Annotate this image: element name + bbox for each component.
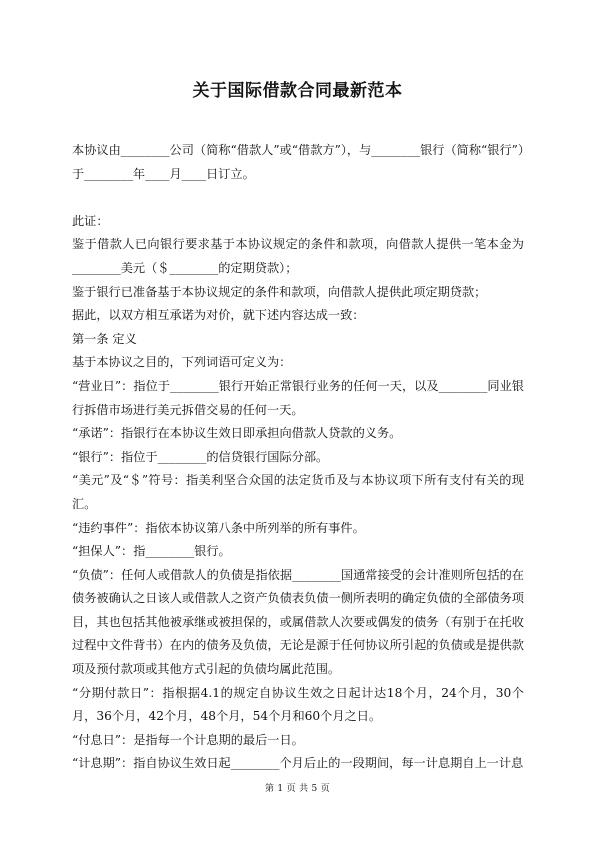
paragraph-witness: 此证： xyxy=(72,213,109,228)
definition-guarantor: “担保人”：指________银行。 xyxy=(72,544,231,559)
definition-installment-date: “分期付款日”：指根据4.1的规定自协议生效之日起计达18个月，24个月，30个月，36个月，42个月，48个月，54个月和60个月之日。 xyxy=(72,685,524,724)
definition-interest-period: “计息期”：指自协议生效日起________个月后止的一段期间，每一计息期自上一计息 xyxy=(72,756,524,771)
paragraph-definitions-intro: 基于本协议之目的，下列词语可定义为： xyxy=(72,355,292,370)
document-title: 关于国际借款合同最新范本 xyxy=(192,81,403,101)
paragraph-whereas-borrower: 鉴于借款人已向银行要求基于本协议规定的条件和款项，向借款人提供一笔本金为________美元（＄________的定期贷款）； xyxy=(72,237,524,275)
definition-event-of-default: “违约事件”：指依本协议第八条中所列举的所有事件。 xyxy=(72,520,365,535)
paragraph-spacer xyxy=(72,186,524,210)
definition-dollars: “美元”及“＄”符号：指美利坚合众国的法定货币及与本协议项下所有支付有关的现汇。 xyxy=(72,473,524,511)
paragraph-parties: 本协议由________公司（简称“借款人”或“借款方”），与________银行（简称“银行”）于________年____月____日订立。 xyxy=(72,143,524,181)
paragraph-whereas-bank: 鉴于银行已准备基于本协议规定的条件和款项，向借款人提供此项定期贷款； xyxy=(72,284,487,299)
page-number-footer: 第 1 页 共 5 页 xyxy=(264,784,331,794)
definition-indebtedness: “负债”：任何人或借款人的负债是指依据________国通常接受的会计准则所包括的在债务被确认之日该人或借款人之资产负债表负债一侧所表明的确定负债的全部债务项目，其也包括其他被承继或被担保的，或属借款人次要或偶发的债务（有别于在托收过程中文件背书）在内的债务及负债，无论是源于任何协议所引起的负债或是提供款项及预付款项或其他方式引起的负债均属此范围。 xyxy=(72,567,524,677)
definition-business-day: “营业日”：指位于________银行开始正常银行业务的任何一天，以及________同业银行拆借市场进行美元拆借交易的任何一天。 xyxy=(72,378,524,417)
definition-commitment: “承诺”：指银行在本协议生效日即承担向借款人贷款的义务。 xyxy=(72,426,402,441)
definition-bank: “银行”：指位于________的信贷银行国际分部。 xyxy=(72,449,329,464)
article-heading: 第一条 定义 xyxy=(72,331,137,346)
paragraph-agreement: 据此，以双方相互承诺为对价，就下述内容达成一致： xyxy=(72,308,365,323)
definition-interest-payment-date: “付息日”：是指每一个计息期的最后一日。 xyxy=(72,732,304,747)
document-body xyxy=(72,139,524,776)
